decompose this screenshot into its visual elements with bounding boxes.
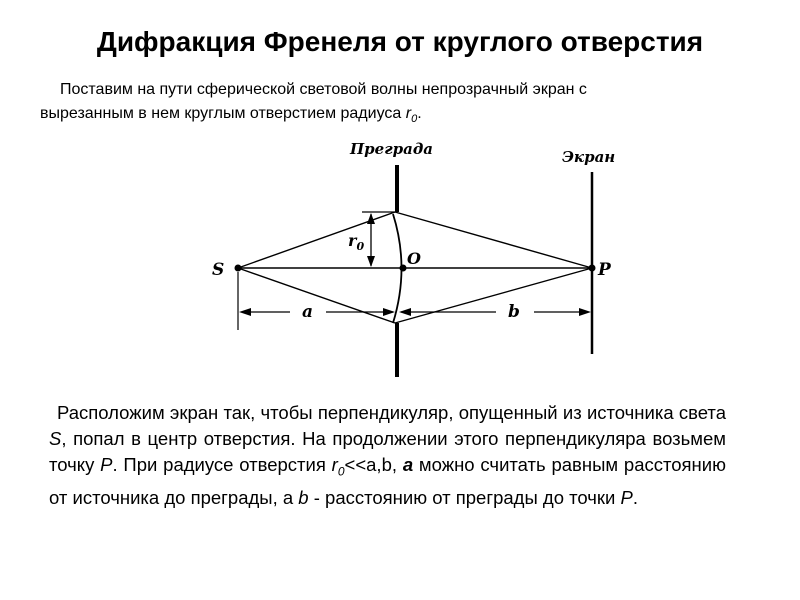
dim-arrow-b-left <box>399 308 411 316</box>
center-point <box>400 265 407 272</box>
label-center: O <box>407 249 421 268</box>
para-text-3: . При радиусе отверстия <box>112 454 332 475</box>
para-text-6: - расстоянию от преграды до точки <box>308 486 621 508</box>
intro-line-2-text: вырезанным в нем круглым отверстием радиуса <box>40 105 406 122</box>
para-var-a: a <box>402 454 414 475</box>
description-paragraph <box>49 400 726 511</box>
ray-s-bottom <box>238 268 395 323</box>
source-point <box>235 265 242 272</box>
para-text-7: . <box>632 486 638 508</box>
dim-arrow-a-left <box>239 308 251 316</box>
label-radius-var: r <box>348 231 357 250</box>
intro-line-2-end: . <box>417 105 422 122</box>
slide-title: Дифракция Френеля от круглого отверстия <box>96 26 704 57</box>
label-barrier: Преграда <box>350 140 433 158</box>
label-point: P <box>598 260 611 280</box>
para-text-1: Расположим экран так, чтобы перпендикуляр, опущенный из источника света <box>57 402 726 423</box>
label-source: S <box>212 260 225 280</box>
observation-point <box>589 265 596 272</box>
para-var-s: S <box>49 428 62 449</box>
dim-arrow-b-right <box>579 308 591 316</box>
para-text-4: <<a,b, <box>344 454 403 475</box>
label-a: a <box>302 302 314 322</box>
intro-radius-sub: 0 <box>411 113 418 126</box>
radius-arrow-down <box>367 256 375 267</box>
para-var-r-sub: 0 <box>337 464 345 479</box>
ray-bottom-p <box>395 268 592 323</box>
para-var-b: b <box>298 486 309 508</box>
radius-arrow-up <box>367 213 375 224</box>
label-radius <box>348 231 364 253</box>
para-var-r: r <box>331 454 338 475</box>
intro-radius-var: r <box>405 105 412 122</box>
para-var-p2: P <box>620 486 633 508</box>
ray-top-p <box>395 212 592 268</box>
para-text-5: можно считать равным расстоянию от источника до преграды, а <box>49 454 726 508</box>
para-text-2: , попал в центр отверстия. На продолжении этого перпендикуляра возьмем точку <box>49 428 726 475</box>
dim-arrow-a-right <box>383 308 395 316</box>
intro-line-1: Поставим на пути сферической световой волны непрозрачный экран с <box>60 81 587 98</box>
para-var-p: P <box>100 454 113 475</box>
label-radius-sub: 0 <box>356 240 365 253</box>
label-b: b <box>508 302 520 322</box>
label-screen: Экран <box>562 148 616 166</box>
